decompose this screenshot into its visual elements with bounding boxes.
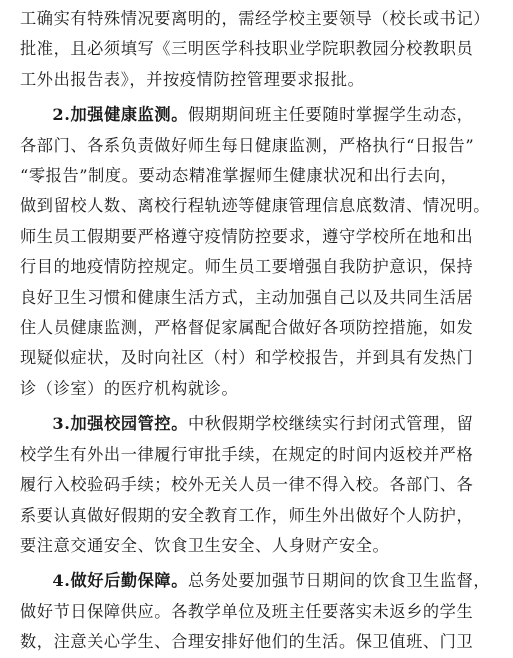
text-line: 行目的地疫情防控规定。师生员工要增强自我防护意识，保持 bbox=[20, 257, 474, 277]
paragraph-logistics bbox=[20, 566, 499, 657]
paragraph-campus-control bbox=[20, 409, 499, 561]
text-line bbox=[20, 409, 499, 439]
text-line: 校学生有外出一律履行审批手续，在规定的时间内返校并严格 bbox=[20, 444, 474, 464]
text-line: 住人员健康监测，严格督促家属配合做好各项防控措施，如发 bbox=[20, 318, 474, 338]
text-line: “零报告”制度。要动态精准掌握师生健康状况和出行去向， bbox=[20, 166, 458, 186]
text-line: 履行入校验码手续；校外无关人员一律不得入校。各部门、各 bbox=[20, 475, 474, 495]
text-line bbox=[20, 100, 499, 130]
text-line: 系要认真做好假期的安全教育工作，师生外出做好个人防护， bbox=[20, 505, 474, 525]
text-line: 工确实有特殊情况要离明的，需经学校主要领导（校长或书记） bbox=[20, 9, 491, 28]
section-heading: 2.加强健康监测。 bbox=[52, 105, 189, 125]
text-line: 各部门、各系负责做好师生每日健康监测，严格执行“日报告” bbox=[20, 135, 475, 155]
text-line: 做好节日保障供应。各教学单位及班主任要落实未返乡的学生 bbox=[20, 601, 474, 621]
section-heading: 4.做好后勤保障。 bbox=[52, 571, 189, 591]
text-line: 现疑似症状，及时向社区（村）和学校报告，并到具有发热门 bbox=[20, 348, 474, 368]
text-line: 批准，且必须填写《三明医学科技职业学院职教园分校教职员 bbox=[20, 39, 474, 59]
section-heading: 3.加强校园管控。 bbox=[52, 414, 189, 434]
text-line: 要注意交通安全、饮食卫生安全、人身财产安全。 bbox=[20, 535, 390, 555]
text-line: 良好卫生习惯和健康生活方式，主动加强自己以及共同生活居 bbox=[20, 287, 474, 307]
text-line: 数，注意关心学生、合理安排好他们的生活。保卫值班、门卫 bbox=[20, 632, 474, 652]
text-line: 诊（诊室）的医疗机构就诊。 bbox=[20, 378, 239, 398]
text-line: 师生员工假期要严格遵守疫情防控要求，遵守学校所在地和出 bbox=[20, 226, 474, 246]
text-fragment: 总务处要加强节日期间的饮食卫生监督， bbox=[188, 571, 491, 591]
text-line bbox=[20, 566, 499, 596]
text-line: 做到留校人数、离校行程轨迹等健康管理信息底数清、情况明。 bbox=[20, 196, 491, 216]
paragraph-health-monitoring bbox=[20, 100, 499, 404]
text-line: 工外出报告表》，并按疫情防控管理要求报批。 bbox=[20, 69, 365, 89]
text-fragment: 中秋假期学校继续实行封闭式管理，留 bbox=[188, 414, 474, 434]
text-fragment: 假期期间班主任要随时掌握学生动态， bbox=[188, 105, 474, 125]
paragraph-continuation bbox=[20, 4, 499, 95]
